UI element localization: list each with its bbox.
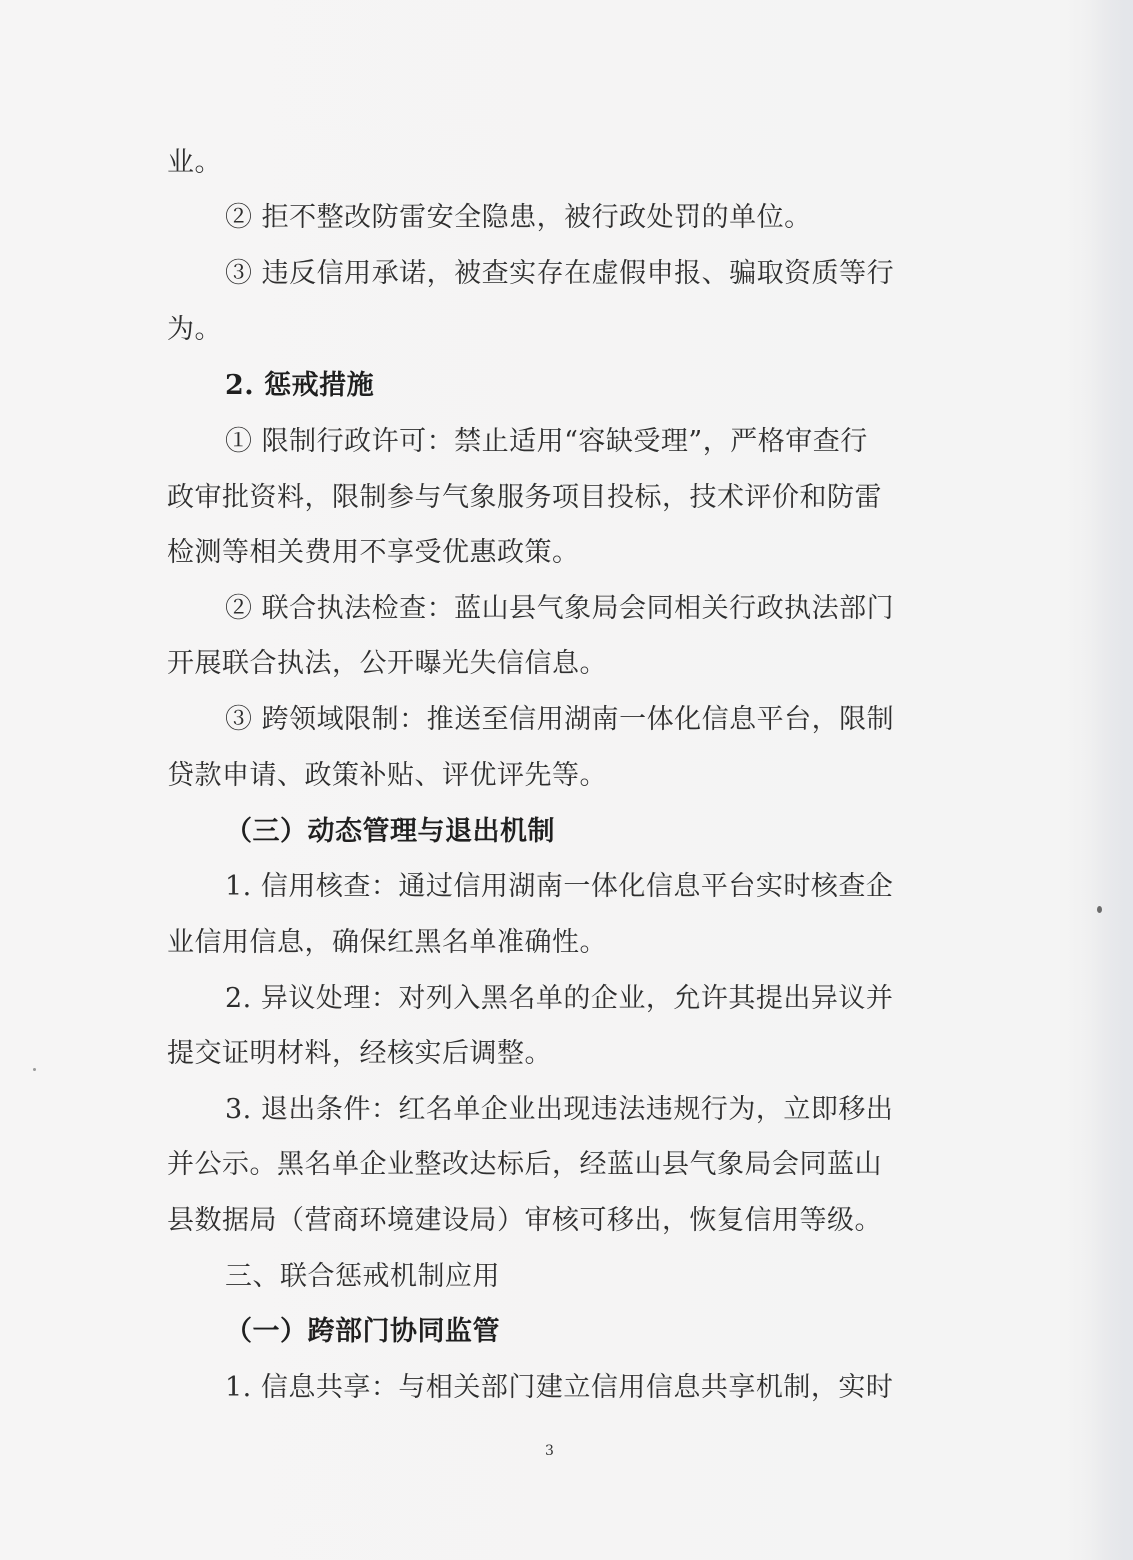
- text-line: 并公示。黑名单企业整改达标后，经蓝山县气象局会同蓝山: [167, 1149, 882, 1180]
- text-line: 提交证明材料，经核实后调整。: [167, 1038, 552, 1069]
- text-line: 3. 退出条件：红名单企业出现违法违规行为，立即移出: [225, 1094, 894, 1125]
- text-line: ③ 跨领域限制：推送至信用湖南一体化信息平台，限制: [225, 704, 895, 735]
- text-line: 县数据局（营商环境建设局）审核可移出，恢复信用等级。: [167, 1205, 882, 1236]
- page-number: 3: [545, 1443, 554, 1459]
- text-line: 贷款申请、政策补贴、评优评先等。: [167, 760, 607, 791]
- section-heading: 2. 惩戒措施: [225, 370, 375, 401]
- scan-speck: [33, 1068, 36, 1071]
- text-line: ② 联合执法检查：蓝山县气象局会同相关行政执法部门: [225, 593, 895, 624]
- text-line: 政审批资料，限制参与气象服务项目投标，技术评价和防雷: [167, 482, 882, 513]
- text-line: 检测等相关费用不享受优惠政策。: [167, 537, 580, 568]
- text-line: 开展联合执法，公开曝光失信信息。: [167, 648, 607, 679]
- chapter-heading: 三、联合惩戒机制应用: [225, 1261, 500, 1292]
- text-line: 1. 信息共享：与相关部门建立信用信息共享机制，实时: [225, 1372, 894, 1403]
- text-line: 业。: [167, 147, 222, 178]
- text-line: ③ 违反信用承诺，被查实存在虚假申报、骗取资质等行: [225, 258, 895, 289]
- text-line: 为。: [167, 314, 222, 345]
- page-edge-shadow: [1089, 0, 1133, 1560]
- scan-speck: [1097, 906, 1102, 913]
- text-line: 业信用信息，确保红黑名单准确性。: [167, 927, 607, 958]
- section-heading: （三）动态管理与退出机制: [225, 816, 555, 847]
- text-line: ① 限制行政许可：禁止适用“容缺受理”，严格审查行: [225, 426, 868, 457]
- text-line: 1. 信用核查：通过信用湖南一体化信息平台实时核查企: [225, 871, 894, 902]
- text-line: 2. 异议处理：对列入黑名单的企业，允许其提出异议并: [225, 983, 894, 1014]
- text-line: ② 拒不整改防雷安全隐患，被行政处罚的单位。: [225, 202, 812, 233]
- section-heading: （一）跨部门协同监管: [225, 1316, 500, 1347]
